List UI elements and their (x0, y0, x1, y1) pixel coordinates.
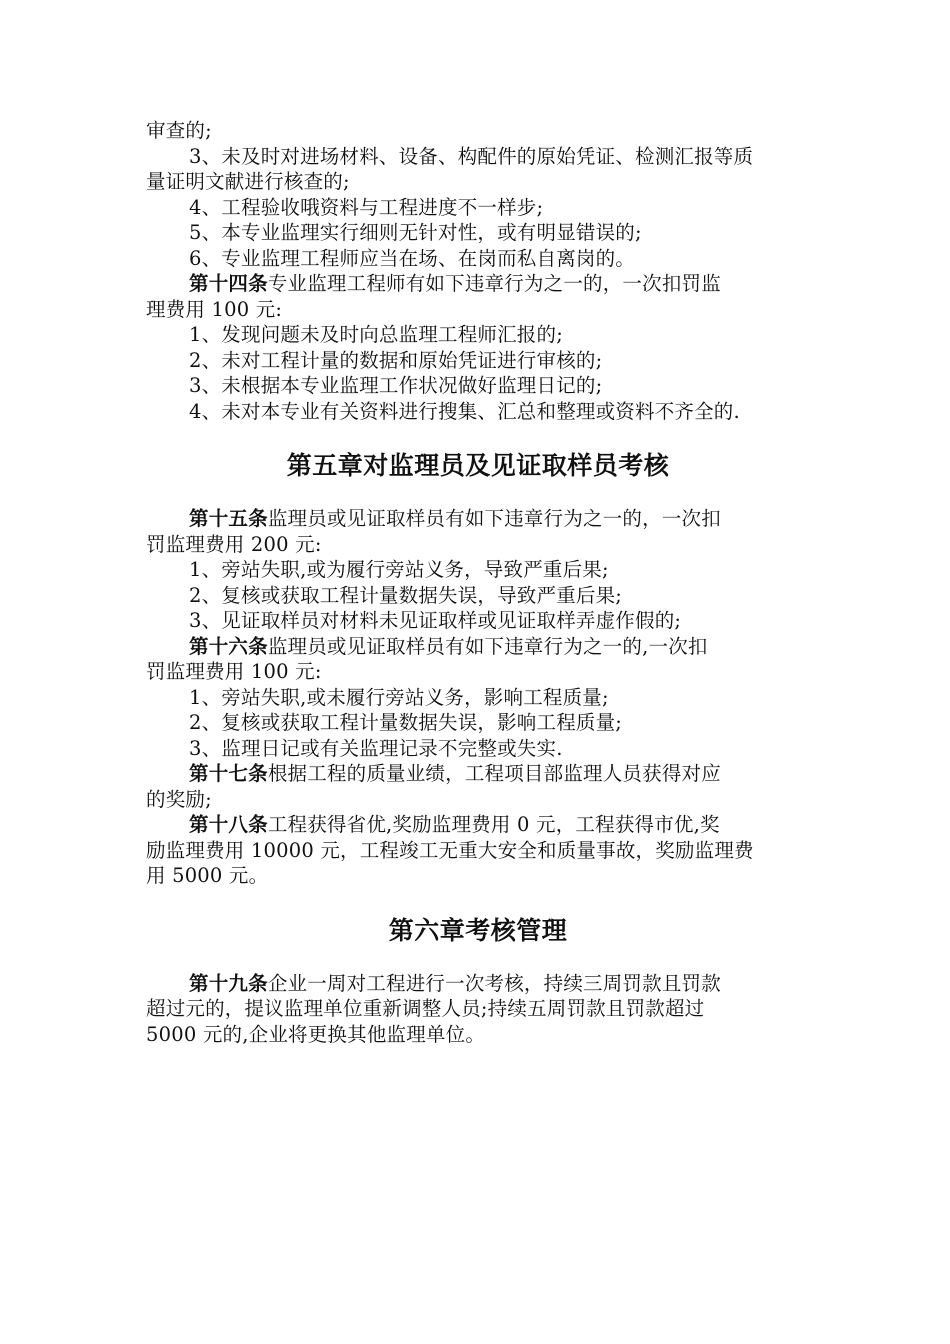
list-item: 3、监理日记或有关监理记录不完整或失实. (189, 736, 563, 760)
article-text: 监理员或见证取样员有如下违章行为之一的，一次扣 (267, 507, 721, 530)
chapter-5-title: 第五章对监理员及见证取样员考核 (286, 451, 670, 480)
article-19 (146, 971, 810, 997)
article-text: 专业监理工程师有如下违章行为之一的，一次扣罚监 (267, 272, 721, 295)
article-16 (146, 634, 810, 660)
article-text: 企业一周对工程进行一次考核，持续三周罚款且罚款 (267, 971, 721, 995)
text-line: 励监理费用 10000 元，工程竣工无重大安全和质量事故，奖励监理费 (146, 838, 754, 862)
article-label: 第十九条 (189, 971, 268, 995)
article-text: 根据工程的质量业绩，工程项目部监理人员获得对应 (267, 762, 721, 785)
chapter-6-title: 第六章考核管理 (388, 915, 568, 945)
text-line: 5000 元的,企业将更换其他监理单位。 (146, 1022, 486, 1046)
text-line: 审查的; (146, 119, 212, 142)
article-15 (146, 506, 810, 532)
article-14 (146, 271, 810, 297)
article-label: 第十六条 (189, 634, 268, 658)
list-item: 2、复核或获取工程计量数据失误，导致严重后果; (189, 583, 623, 607)
article-label: 第十四条 (189, 272, 268, 295)
article-label: 第十七条 (189, 762, 268, 785)
article-label: 第十五条 (189, 507, 268, 530)
text-line: 5、本专业监理实行细则无针对性，或有明显错误的; (189, 221, 642, 244)
article-label: 第十八条 (189, 813, 268, 836)
article-18 (146, 812, 810, 838)
text-line: 量证明文献进行核查的; (146, 170, 350, 193)
text-line: 罚监理费用 200 元: (146, 532, 322, 556)
list-item: 3、未根据本专业监理工作状况做好监理日记的; (189, 374, 603, 397)
text-line: 罚监理费用 100 元: (146, 660, 322, 683)
list-item: 1、旁站失职,或为履行旁站义务，导致严重后果; (189, 558, 609, 581)
text-line: 超过元的，提议监理单位重新调整人员;持续五周罚款且罚款超过 (146, 997, 705, 1020)
article-text: 监理员或见证取样员有如下违章行为之一的,一次扣 (267, 634, 708, 658)
list-item: 4、未对本专业有关资料进行搜集、汇总和整理或资料不齐全的. (189, 399, 740, 423)
text-line: 3、未及时对进场材料、设备、构配件的原始凭证、检测汇报等质 (189, 144, 754, 168)
document-page (146, 118, 810, 1047)
list-item: 1、发现问题未及时向总监理工程师汇报的; (189, 323, 563, 346)
list-item: 3、见证取样员对材料未见证取样或见证取样弄虚作假的; (189, 609, 682, 632)
text-line: 用 5000 元。 (146, 864, 269, 887)
list-item: 2、复核或获取工程计量数据失误，影响工程质量; (189, 711, 623, 734)
list-item: 1、旁站失职,或未履行旁站义务，影响工程质量; (189, 685, 609, 709)
article-17 (146, 761, 810, 787)
text-line: 理费用 100 元: (146, 297, 283, 321)
list-item: 2、未对工程计量的数据和原始凭证进行审核的; (189, 348, 603, 372)
article-text: 工程获得省优,奖励监理费用 0 元，工程获得市优,奖 (267, 813, 720, 836)
text-line: 4、工程验收哦资料与工程进度不一样步; (189, 195, 544, 219)
text-line: 6、专业监理工程师应当在场、在岗而私自离岗的。 (189, 246, 636, 270)
text-line: 的奖励; (146, 787, 212, 811)
